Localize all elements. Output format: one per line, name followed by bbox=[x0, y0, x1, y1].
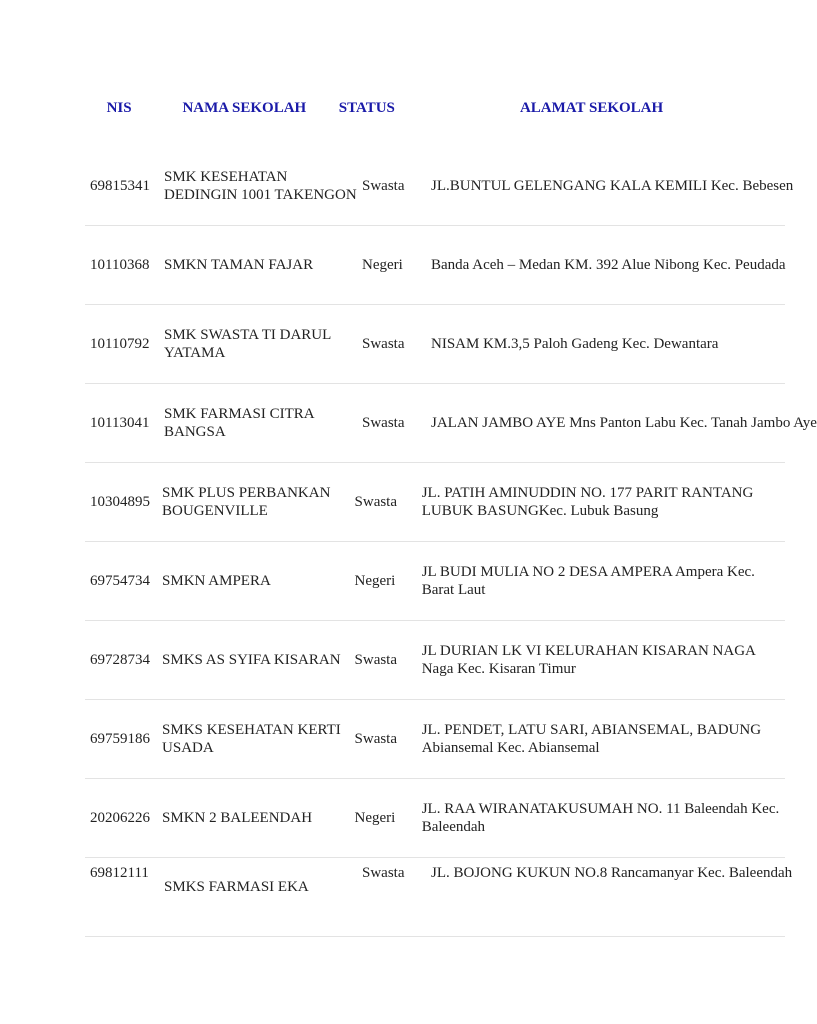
cell-status: Swasta bbox=[362, 177, 405, 194]
cell-nis: 69728734 bbox=[90, 651, 150, 668]
school-table bbox=[85, 70, 817, 937]
cell-nis: 69812111 bbox=[90, 865, 149, 881]
table-row bbox=[85, 384, 817, 463]
cell-status: Negeri bbox=[362, 256, 403, 273]
cell-nis: 20206226 bbox=[90, 809, 150, 826]
cell-alamat-sekolah: JL.BUNTUL GELENGANG KALA KEMILI Kec. Bebesen bbox=[431, 177, 794, 194]
table-row bbox=[85, 621, 785, 700]
cell-nama-sekolah: SMKS KESEHATAN KERTI USADA bbox=[162, 721, 341, 756]
cell-status: Swasta bbox=[354, 730, 398, 747]
table-row bbox=[85, 700, 785, 779]
header-alamat-sekolah: ALAMAT SEKOLAH bbox=[519, 100, 664, 116]
table-row bbox=[85, 305, 785, 384]
table-row bbox=[85, 858, 793, 937]
cell-nama-sekolah: SMK KESEHATAN DEDINGIN 1001 TAKENGON bbox=[164, 168, 357, 203]
table-row bbox=[85, 779, 785, 858]
cell-nis: 69815341 bbox=[90, 177, 150, 194]
cell-nama-sekolah: SMKN TAMAN FAJAR bbox=[164, 256, 314, 273]
cell-alamat-sekolah: JL. PATIH AMINUDDIN NO. 177 PARIT RANTANG LUBUK BASUNGKec. Lubuk Basung bbox=[421, 484, 754, 519]
cell-alamat-sekolah: JL. PENDET, LATU SARI, ABIANSEMAL, BADUNG Abiansemal Kec. Abiansemal bbox=[421, 721, 762, 756]
cell-alamat-sekolah: JL. RAA WIRANATAKUSUMAH NO. 11 Baleendah Kec. Baleendah bbox=[421, 800, 780, 835]
cell-status: Swasta bbox=[354, 651, 398, 668]
cell-nama-sekolah: SMKN AMPERA bbox=[162, 572, 271, 589]
cell-nis: 10110792 bbox=[90, 335, 150, 352]
cell-status: Swasta bbox=[354, 493, 398, 510]
table-row bbox=[85, 147, 794, 226]
cell-nama-sekolah: SMK FARMASI CITRA BANGSA bbox=[164, 405, 314, 440]
cell-nis: 69759186 bbox=[90, 730, 150, 747]
header-nama-sekolah: NAMA SEKOLAH bbox=[182, 100, 307, 116]
cell-status: Negeri bbox=[354, 572, 396, 589]
cell-status: Swasta bbox=[362, 335, 405, 352]
cell-status: Swasta bbox=[362, 865, 405, 881]
cell-nis: 10304895 bbox=[90, 493, 150, 510]
header-nis: NIS bbox=[106, 100, 132, 116]
cell-nama-sekolah: SMKS AS SYIFA KISARAN bbox=[162, 651, 341, 668]
cell-nis: 10110368 bbox=[90, 256, 150, 273]
cell-alamat-sekolah: JL DURIAN LK VI KELURAHAN KISARAN NAGA Naga Kec. Kisaran Timur bbox=[421, 642, 756, 677]
table-row bbox=[85, 463, 785, 542]
cell-alamat-sekolah: JALAN JAMBO AYE Mns Panton Labu Kec. Tanah Jambo Aye bbox=[431, 414, 817, 431]
header-status: STATUS bbox=[338, 100, 395, 116]
cell-nama-sekolah: SMK SWASTA TI DARUL YATAMA bbox=[164, 326, 331, 361]
cell-alamat-sekolah: JL BUDI MULIA NO 2 DESA AMPERA Ampera Kec. Barat Laut bbox=[421, 563, 755, 598]
cell-status: Swasta bbox=[362, 414, 405, 431]
cell-nis: 10113041 bbox=[90, 414, 150, 431]
cell-nama-sekolah: SMKN 2 BALEENDAH bbox=[162, 809, 313, 826]
cell-alamat-sekolah: JL. BOJONG KUKUN NO.8 Rancamanyar Kec. Baleendah bbox=[431, 865, 793, 881]
table-row bbox=[85, 542, 785, 621]
cell-nama-sekolah: SMKS FARMASI EKA bbox=[164, 879, 309, 895]
table-row bbox=[85, 226, 785, 305]
cell-nis: 69754734 bbox=[90, 572, 150, 589]
cell-nama-sekolah: SMK PLUS PERBANKAN BOUGENVILLE bbox=[162, 484, 331, 519]
table-header bbox=[85, 70, 785, 147]
cell-alamat-sekolah: Banda Aceh – Medan KM. 392 Alue Nibong Kec. Peudada bbox=[431, 256, 786, 273]
cell-status: Negeri bbox=[354, 809, 396, 826]
cell-alamat-sekolah: NISAM KM.3,5 Paloh Gadeng Kec. Dewantara bbox=[431, 335, 719, 352]
